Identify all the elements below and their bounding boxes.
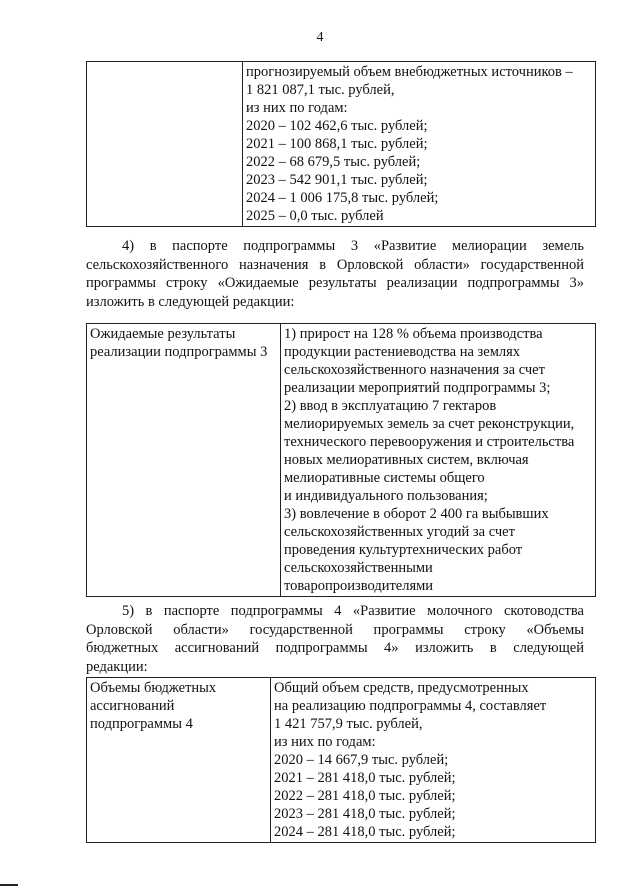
text-line: новых мелиоративных систем, включая	[284, 452, 529, 468]
text-line: и индивидуального пользования;	[284, 488, 488, 504]
text-line: реализации подпрограммы 3	[90, 344, 268, 360]
table-cell-left	[87, 62, 243, 227]
text-line: Орловской области» государственной программы строку «Объемы	[86, 621, 584, 638]
table-expected-results	[86, 323, 596, 597]
text-line: 2021 – 281 418,0 тыс. рублей;	[274, 770, 456, 786]
text-line: 4) в паспорте подпрограммы 3 «Развитие мелиорации земель	[122, 238, 584, 254]
text-line: 3) вовлечение в оборот 2 400 га выбывших	[284, 506, 549, 522]
text-line: сельскохозяйственными	[284, 560, 433, 576]
text-line: сельскохозяйственного назначения в Орловской области» государственной	[86, 256, 584, 273]
text-line: сельскохозяйственных угодий за счет	[284, 524, 515, 540]
text-line: мелиорируемых земель за счет реконструкции,	[284, 416, 575, 432]
table-budget-allocations	[86, 677, 596, 843]
text-line: 1 821 087,1 тыс. рублей,	[246, 82, 395, 98]
table-cell-right	[271, 678, 596, 843]
text-line: 2) ввод в эксплуатацию 7 гектаров	[284, 398, 497, 414]
text-line: бюджетных ассигнований подпрограммы 4» изложить в следующей	[86, 640, 584, 656]
text-line: 2025 – 0,0 тыс. рублей	[246, 208, 384, 224]
table-row	[87, 678, 596, 843]
text-line: товаропроизводителями	[284, 578, 434, 594]
paragraph-item-5	[86, 602, 584, 676]
text-line: прогнозируемый объем внебюджетных источников –	[246, 64, 573, 80]
text-line: из них по годам:	[274, 734, 376, 750]
table-cell-left	[87, 324, 281, 597]
text-line: на реализацию подпрограммы 4, составляет	[274, 698, 547, 714]
text-line: Общий объем средств, предусмотренных	[274, 680, 529, 696]
text-line: мелиоративные системы общего	[284, 470, 485, 486]
text-line: Объемы бюджетных	[90, 680, 217, 696]
text-line: 2024 – 1 006 175,8 тыс. рублей;	[246, 190, 439, 206]
text-line: подпрограммы 4	[90, 716, 193, 732]
text-line: ассигнований	[90, 698, 175, 714]
text-line: проведения культуртехнических работ	[284, 542, 523, 558]
text-line: из них по годам:	[246, 100, 348, 116]
text-line: 2023 – 281 418,0 тыс. рублей;	[274, 806, 456, 822]
text-line: сельскохозяйственного назначения за счет	[284, 362, 545, 378]
text-line: программы строку «Ожидаемые результаты реализации подпрограммы 3»	[86, 275, 584, 291]
text-line: 2022 – 281 418,0 тыс. рублей;	[274, 788, 456, 804]
text-line: изложить в следующей редакции:	[86, 293, 295, 310]
text-line: редакции:	[86, 658, 148, 675]
text-line: 5) в паспорте подпрограммы 4 «Развитие молочного скотоводства	[122, 603, 584, 619]
text-line: 2024 – 281 418,0 тыс. рублей;	[274, 824, 456, 840]
text-line: 2020 – 14 667,9 тыс. рублей;	[274, 752, 449, 768]
table-cell-left	[87, 678, 271, 843]
text-line: 2021 – 100 868,1 тыс. рублей;	[246, 136, 428, 152]
table-cell-right	[243, 62, 596, 227]
text-line: продукции растениеводства на землях	[284, 344, 521, 360]
page-number: 4	[316, 30, 324, 45]
text-line: 2022 – 68 679,5 тыс. рублей;	[246, 154, 421, 170]
text-line: реализации мероприятий подпрограммы 3;	[284, 380, 551, 396]
table-row	[87, 324, 596, 597]
text-line: 1) прирост на 128 % объема производства	[284, 326, 543, 342]
table-row	[87, 62, 596, 227]
table-cell-right	[281, 324, 596, 597]
text-line: 2020 – 102 462,6 тыс. рублей;	[246, 118, 428, 134]
text-line: 2023 – 542 901,1 тыс. рублей;	[246, 172, 428, 188]
paragraph-item-4	[86, 237, 584, 311]
text-line: Ожидаемые результаты	[90, 326, 236, 342]
bottom-dash	[0, 884, 18, 886]
text-line: технического перевооружения и строительства	[284, 434, 575, 450]
text-line: 1 421 757,9 тыс. рублей,	[274, 716, 423, 732]
table-external-sources	[86, 61, 596, 227]
